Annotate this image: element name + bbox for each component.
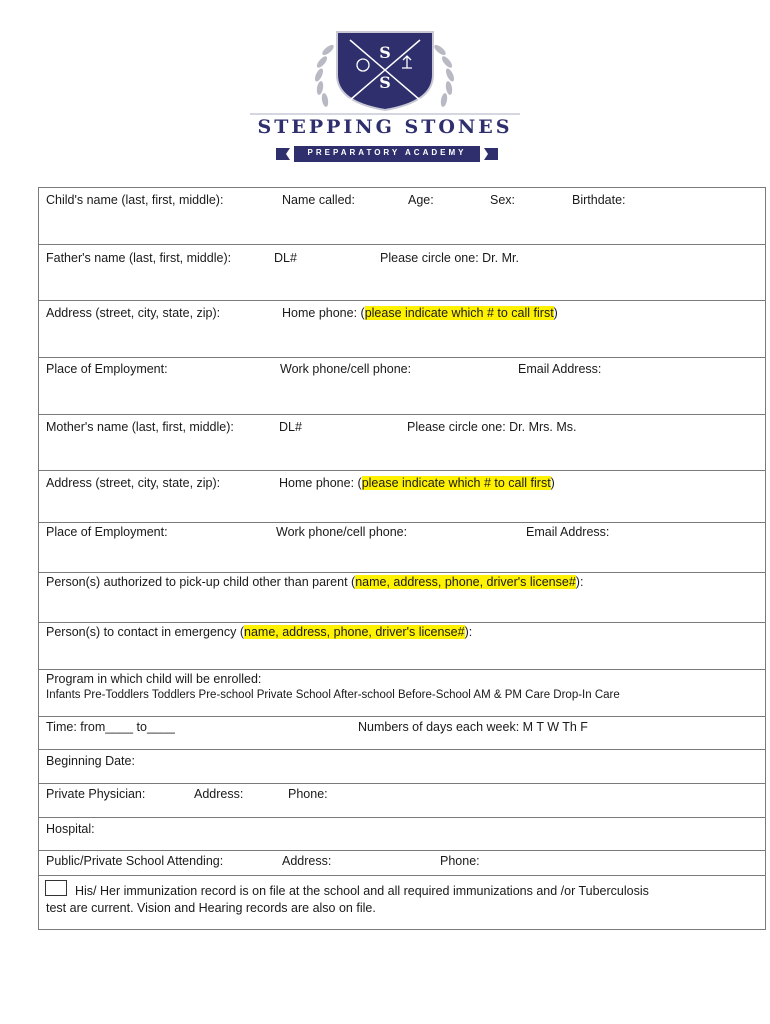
father-email-label[interactable]: Email Address: <box>518 362 602 376</box>
child-info-row <box>39 188 765 244</box>
days-per-week-label[interactable]: Numbers of days each week: M T W Th F <box>358 720 588 734</box>
father-dl-label[interactable]: DL# <box>274 251 297 265</box>
time-label[interactable]: Time: from____ to____ <box>46 720 175 734</box>
father-title-circle-label[interactable]: Please circle one: Dr. Mr. <box>380 251 519 265</box>
beginning-date-label[interactable]: Beginning Date: <box>46 754 135 768</box>
age-label[interactable]: Age: <box>408 193 434 207</box>
immunization-row <box>39 875 765 930</box>
physician-phone-label[interactable]: Phone: <box>288 787 328 801</box>
emergency-details-highlight: name, address, phone, driver's license# <box>244 625 465 639</box>
physician-label[interactable]: Private Physician: <box>46 787 146 801</box>
father-home-phone-label[interactable]: Home phone: (please indicate which # to call first) <box>282 306 558 320</box>
childs-name-label[interactable]: Child's name (last, first, middle): <box>46 193 224 207</box>
time-row <box>39 716 765 749</box>
mother-work-phone-label[interactable]: Work phone/cell phone: <box>276 525 408 539</box>
mother-dl-label[interactable]: DL# <box>279 420 302 434</box>
mother-info-row <box>39 414 765 470</box>
pickup-authorized-row <box>39 572 765 622</box>
birthdate-label[interactable]: Birthdate: <box>572 193 626 207</box>
school-attending-label[interactable]: Public/Private School Attending: <box>46 854 224 868</box>
enrollment-form <box>38 187 766 930</box>
father-employment-row <box>39 357 765 414</box>
father-work-phone-label[interactable]: Work phone/cell phone: <box>280 362 412 376</box>
physician-address-label[interactable]: Address: <box>194 787 244 801</box>
academy-name: STEPPING STONES <box>257 116 513 138</box>
call-first-highlight: please indicate which # to call first <box>361 476 551 490</box>
mother-employment-label[interactable]: Place of Employment: <box>46 525 168 539</box>
emergency-contact-row <box>39 622 765 669</box>
hospital-label[interactable]: Hospital: <box>46 822 95 836</box>
physician-row <box>39 783 765 817</box>
mother-title-circle-label[interactable]: Please circle one: Dr. Mrs. Ms. <box>407 420 577 434</box>
name-called-label[interactable]: Name called: <box>282 193 355 207</box>
mother-address-label[interactable]: Address (street, city, state, zip): <box>46 476 221 490</box>
emergency-contact-label[interactable]: Person(s) to contact in emergency (name, address, phone, driver's license#): <box>46 625 473 639</box>
father-address-row <box>39 300 765 357</box>
school-address-label[interactable]: Address: <box>282 854 332 868</box>
svg-text:S: S <box>379 43 391 62</box>
program-row <box>39 669 765 716</box>
pickup-authorized-label[interactable]: Person(s) authorized to pick-up child other than parent (name, address, phone, driver's license#): <box>46 575 584 589</box>
father-employment-label[interactable]: Place of Employment: <box>46 362 168 376</box>
mothers-name-label[interactable]: Mother's name (last, first, middle): <box>46 420 234 434</box>
immunization-checkbox[interactable] <box>45 880 67 896</box>
father-address-label[interactable]: Address (street, city, state, zip): <box>46 306 221 320</box>
sex-label[interactable]: Sex: <box>490 193 516 207</box>
pickup-details-highlight: name, address, phone, driver's license# <box>355 575 576 589</box>
academy-subtitle: PREPARATORY ACADEMY <box>307 148 467 157</box>
mother-home-phone-label[interactable]: Home phone: (please indicate which # to call first) <box>279 476 555 490</box>
school-phone-label[interactable]: Phone: <box>440 854 480 868</box>
fathers-name-label[interactable]: Father's name (last, first, middle): <box>46 251 232 265</box>
mother-email-label[interactable]: Email Address: <box>526 525 610 539</box>
beginning-date-row <box>39 749 765 783</box>
mother-employment-row <box>39 522 765 572</box>
immunization-statement-line2: test are current. Vision and Hearing records are also on file. <box>46 901 376 915</box>
school-row <box>39 850 765 875</box>
program-label: Program in which child will be enrolled: <box>46 672 262 686</box>
father-info-row <box>39 244 765 300</box>
immunization-statement-line1: His/ Her immunization record is on file at the school and all required immunizations and /or Tuberculosis <box>75 884 649 898</box>
mother-address-row <box>39 470 765 522</box>
program-options[interactable]: Infants Pre-Toddlers Toddlers Pre-school Private School After-school Before-School AM & PM Care Drop-In Care <box>46 689 620 701</box>
svg-text:S: S <box>379 73 391 92</box>
call-first-highlight: please indicate which # to call first <box>364 306 554 320</box>
hospital-row <box>39 817 765 850</box>
